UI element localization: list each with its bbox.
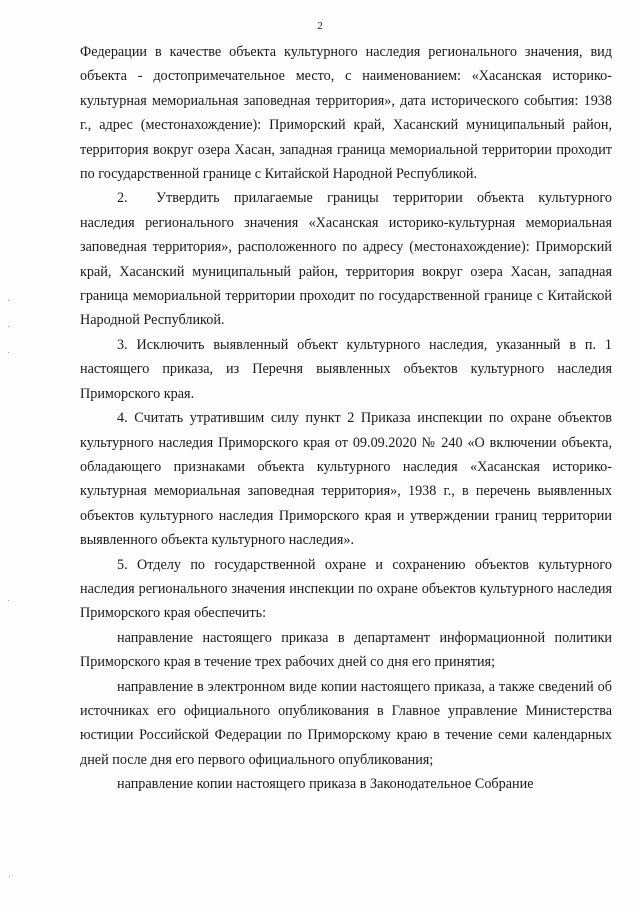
paragraph-item-5-subitem-1: направление настоящего приказа в департамент информационной политики Приморского края в течение трех рабочих дней со дня его принятия; bbox=[80, 629, 612, 671]
document-body bbox=[80, 40, 612, 797]
scan-artifact bbox=[8, 300, 9, 301]
scan-artifact bbox=[8, 600, 9, 601]
paragraph-item-5-subitem-3: направление копии настоящего приказа в Законодательное Собрание bbox=[117, 776, 534, 793]
paragraph-item-2-text: Утвердить прилагаемые границы территории объекта культурного наследия регионального значения «Хасанская историко-культурная мемориальная заповедная территория», расположенного по адресу (местонахождение): Приморский край, Хасанский муниципальный район, территория вокруг озера Хасан, западная граница мемориальной территории проходит по государственной границе с Китайской Народной Республикой. bbox=[80, 190, 612, 329]
paragraph-item-2 bbox=[80, 186, 612, 332]
paragraph-item-5-subitem-2: направление в электронном виде копии настоящего приказа, а также сведений об источниках его официального опубликования в Главное управление Министерства юстиции Российской Федерации по Приморскому краю в течение семи календарных дней после дня его первого официального опубликования; bbox=[80, 678, 612, 768]
paragraph-item-5: 5. Отделу по государственной охране и сохранению объектов культурного наследия регионального значения инспекции по охране объектов культурного наследия Приморского края обеспечить: bbox=[80, 556, 612, 622]
paragraph-item-4: 4. Считать утратившим силу пункт 2 Приказа инспекции по охране объектов культурного наследия Приморского края от 09.09.2020 № 240 «О включении объекта, обладающего признаками объекта культурного наследия «Хасанская историко-культурная мемориальная заповедная территория», 1938 г., в перечень выявленных объектов культурного наследия Приморского края и утверждении границ территории выявленного объекта культурного наследия». bbox=[80, 410, 612, 549]
scan-artifact bbox=[8, 352, 9, 353]
scan-artifact bbox=[9, 876, 10, 877]
paragraph-continuation: Федерации в качестве объекта культурного наследия регионального значения, вид объекта - достопримечательное место, с наименованием: «Хасанская историко-культурная мемориальная заповедная территория», дата исторического события: 1938 г., адрес (местонахождение): Приморский край, Хасанский муниципальный район, территория вокруг озера Хасан, западная граница мемориальной территории проходит по государственной границе с Китайской Народной Республикой. bbox=[80, 44, 612, 183]
paragraph-item-3: 3. Исключить выявленный объект культурного наследия, указанный в п. 1 настоящего приказа, из Перечня выявленных объектов культурного наследия Приморского края. bbox=[80, 336, 612, 402]
scan-artifact bbox=[8, 326, 9, 327]
page-number: 2 bbox=[317, 20, 323, 32]
item-number: 2. bbox=[117, 190, 128, 207]
